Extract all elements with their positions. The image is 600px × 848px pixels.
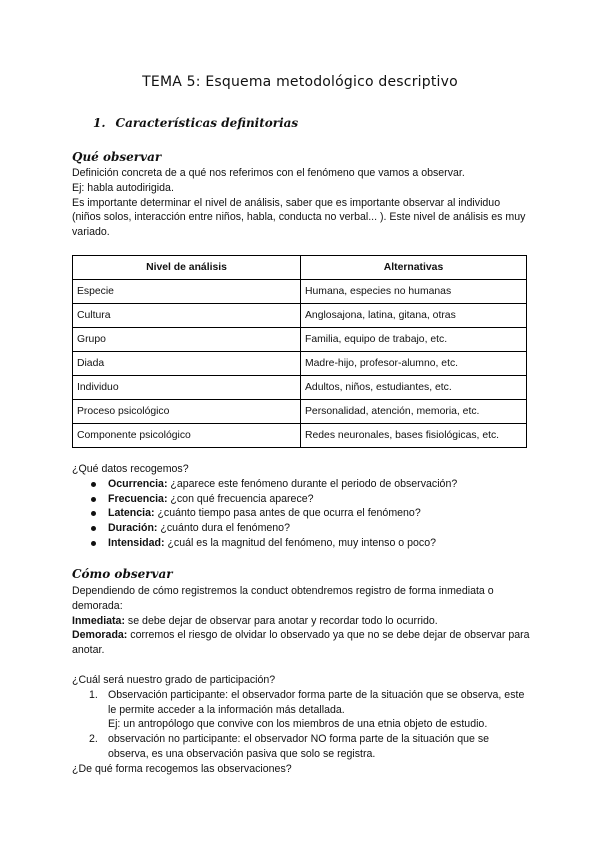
- table-header: Alternativas: [301, 256, 527, 280]
- bullet-icon: [91, 497, 96, 502]
- definition: ¿cuánto dura el fenómeno?: [157, 522, 290, 535]
- definition: se debe dejar de observar para anotar y recordar todo lo ocurrido.: [124, 614, 438, 627]
- subheading-como-observar: Cómo observar: [72, 567, 173, 581]
- table-cell: Familia, equipo de trabajo, etc.: [301, 328, 527, 352]
- table-row: [73, 304, 527, 328]
- paragraph: Dependiendo de cómo registremos la conduct obtendremos registro de forma inmediata o demorada:: [72, 585, 494, 612]
- list-item: [72, 521, 530, 536]
- table-row: [73, 400, 527, 424]
- term: Latencia:: [108, 507, 155, 520]
- bullet-icon: [91, 526, 96, 531]
- list-item: [72, 477, 530, 492]
- section-number: 1.: [93, 116, 106, 130]
- document-title: TEMA 5: Esquema metodológico descriptivo: [142, 74, 458, 90]
- bullet-icon: [91, 482, 96, 487]
- definition: ¿cuánto tiempo pasa antes de que ocurra el fenómeno?: [154, 507, 421, 520]
- subheading-que-observar: Qué observar: [72, 150, 162, 164]
- term: Intensidad:: [108, 536, 165, 549]
- question: ¿Cuál será nuestro grado de participación?: [72, 674, 276, 686]
- section-label: Características definitorias: [115, 116, 299, 130]
- list-item: [72, 536, 530, 551]
- participacion-section: [72, 673, 530, 777]
- table-cell: Diada: [73, 352, 301, 376]
- table-cell: Redes neuronales, bases fisiológicas, etc.: [301, 424, 527, 448]
- table-cell: Especie: [73, 280, 301, 304]
- list-text: observación no participante: el observador NO forma parte de la situación que se observa, es una observación pasiva que solo se registra.: [108, 733, 490, 760]
- datos-section: [72, 462, 530, 551]
- table-cell: Proceso psicológico: [73, 400, 301, 424]
- participacion-list: [72, 688, 530, 762]
- table-row: [73, 280, 527, 304]
- term: Inmediata:: [72, 614, 125, 627]
- paragraph: Es importante determinar el nivel de análisis, saber que es importante observar al individuo (niños solos, interacción entre niños, habla, conducta no verbal... ). Este nivel de análisis es muy variado.: [72, 196, 526, 239]
- table-cell: Personalidad, atención, memoria, etc.: [301, 400, 527, 424]
- term: Duración:: [108, 522, 158, 535]
- term: Ocurrencia:: [108, 477, 168, 490]
- table-cell: Adultos, niños, estudiantes, etc.: [301, 376, 527, 400]
- list-number: 2.: [89, 733, 98, 746]
- definition: ¿con qué frecuencia aparece?: [167, 492, 314, 505]
- term: Demorada:: [72, 629, 128, 642]
- table-row: [73, 328, 527, 352]
- table-cell: Grupo: [73, 328, 301, 352]
- definition: ¿aparece este fenómeno durante el periodo de observación?: [167, 477, 458, 490]
- paragraph: [72, 628, 530, 658]
- paragraph: Ej: habla autodirigida.: [72, 181, 174, 194]
- list-number: 1.: [89, 688, 98, 701]
- table-header: Nivel de análisis: [73, 256, 301, 280]
- bullet-icon: [91, 541, 96, 546]
- que-observar-text: [72, 166, 530, 240]
- table-row: [73, 352, 527, 376]
- question: ¿Qué datos recogemos?: [72, 463, 189, 475]
- list-item: [72, 732, 530, 762]
- definition: ¿cuál es la magnitud del fenómeno, muy intenso o poco?: [164, 536, 436, 549]
- analysis-levels-table: [72, 255, 527, 448]
- como-observar-text: [72, 584, 530, 658]
- table-cell: Componente psicológico: [73, 424, 301, 448]
- section-heading: [93, 116, 298, 130]
- list-item: [72, 688, 530, 732]
- table-cell: Individuo: [73, 376, 301, 400]
- list-text: Observación participante: el observador forma parte de la situación que se observa, este le permite acceder a la información más detallada.: [108, 688, 525, 716]
- definition: corremos el riesgo de olvidar lo observado ya que no se debe dejar de observar para anotar.: [72, 629, 530, 657]
- table-header-row: [73, 256, 527, 280]
- list-item: [72, 506, 530, 521]
- datos-list: [72, 477, 530, 551]
- table-row: [73, 376, 527, 400]
- example-text: Ej: un antropólogo que convive con los miembros de una etnia objeto de estudio.: [108, 718, 488, 731]
- table-cell: Anglosajona, latina, gitana, otras: [301, 304, 527, 328]
- paragraph: [72, 614, 530, 629]
- term: Frecuencia:: [108, 492, 168, 505]
- table-cell: Madre-hijo, profesor-alumno, etc.: [301, 352, 527, 376]
- list-item: [72, 492, 530, 507]
- table-row: [73, 424, 527, 448]
- table-cell: Cultura: [73, 304, 301, 328]
- question: ¿De qué forma recogemos las observaciones?: [72, 762, 292, 775]
- bullet-icon: [91, 511, 96, 516]
- paragraph: Definición concreta de a qué nos referimos con el fenómeno que vamos a observar.: [72, 167, 465, 179]
- table-cell: Humana, especies no humanas: [301, 280, 527, 304]
